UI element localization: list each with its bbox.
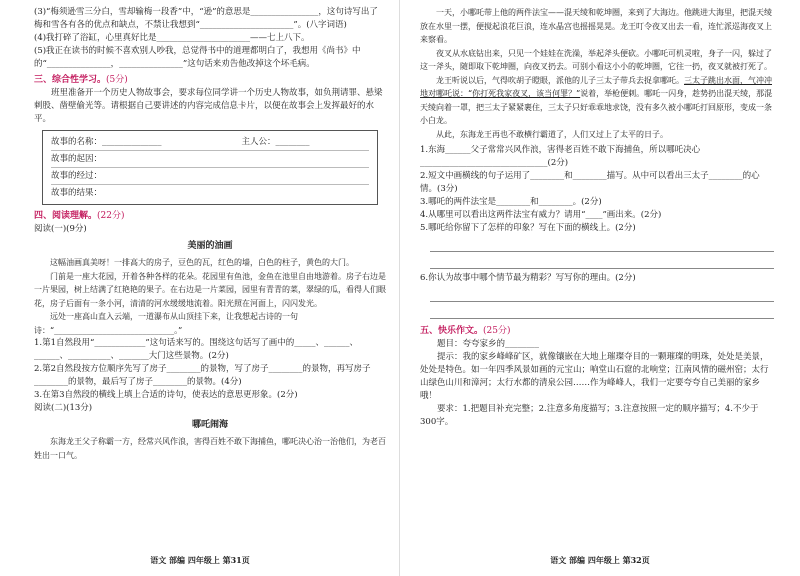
- reading-1-question-2: 2.第2自然段按方位顺序先写了房子________的景物，写了房子________的景物，再写房子________的景物，最后写了房子________的景物。(4分): [34, 364, 371, 387]
- answer-line-5b[interactable]: [430, 254, 774, 269]
- section-3-title: 三、综合性学习。: [34, 75, 107, 85]
- composition-requirements: 要求：1.把题目补充完整；2.注意多角度描写；3.注意按照一定的顺序描写；4.不少于300字。: [420, 404, 759, 427]
- reading-2-question-6: 6.你认为故事中哪个情节最为精彩？写写你的理由。(2分): [420, 273, 636, 283]
- section-4-score: (22分): [97, 211, 125, 221]
- reading-2-question-1: 1.东海______父子常常兴风作浪，害得老百姓不敢下海捕鱼，所以哪吒决心______________________________(2分): [420, 145, 701, 168]
- reading-2-question-4: 4.从哪里可以看出这两件法宝有威力？请用“____”画出来。(2分): [420, 210, 662, 220]
- reading-1-paragraph-1: 这幅油画真美呀！一排高大的房子，豆色的瓦，红色的墙，白色的柱子，黄色的大门。: [50, 258, 354, 267]
- section-3-heading: [34, 73, 386, 87]
- section-5-heading: [420, 324, 774, 338]
- reading-2-paragraph-3: 夜叉从水底钻出来，只见一个娃娃在洗澡，举起斧头便砍。小哪吒可机灵啦，身子一闪，躲过了这一斧头，随即取下乾坤圈，向夜叉扔去。可别小看这小小的乾坤圈，它往一扔，夜叉就被打死了。: [420, 48, 772, 71]
- reading-1-paragraph-2: 门前是一座大花园，开着各种各样的花朵。花园里有鱼池，金鱼在池里自由地游着。房子右边是一片果园，树上结满了红艳艳的果子。在右边是一片菜园，园里有青青的菜，翠绿的瓜，看得人们眼花，房子后面有一条小河，清清的河水缓缓地流着。阳光照在河面上，闪闪发光。: [34, 271, 386, 308]
- reading-1-paragraph-3: 远处一座高山直入云端，一道瀑布从山顶挂下来，让我想起古诗的一句诗：“______________________________。”: [34, 312, 298, 335]
- section-4-heading: [34, 209, 386, 223]
- section-5-title: 五、快乐作文。: [420, 326, 484, 336]
- answer-line-5a[interactable]: [430, 237, 774, 252]
- reading-2-title: 哪吒闹海: [191, 420, 228, 430]
- question-3-3: (3)“梅须逊雪三分白，雪却输梅一段香”中，“逊”的意思是________________，这句诗写出了梅和雪各有各的优点和缺点，不禁让我想到“______________________”。(八字词语): [34, 7, 378, 30]
- paragraph-4-start: 龙王听说以后，气得吹胡子瞪眼，派他的儿子三太子带兵去捉拿哪吒。: [436, 75, 684, 85]
- reading-2-paragraph-4: [420, 74, 774, 128]
- card-row-process[interactable]: 故事的经过：: [51, 168, 369, 185]
- card-row-origin[interactable]: 故事的起因：: [51, 151, 369, 168]
- paragraph-4-end: 说着，举枪便刺。哪吒一闪身，趁势扔出混天绫，那混天绫向着一罩，把三太子紧紧裹住，三太子只好乖乖地求饶，没有多久被小哪吒打回原形，变成一条小白龙。: [420, 89, 773, 125]
- section-3-score: (5分): [106, 75, 128, 85]
- composition-topic: 题目：夸夸家乡的________: [437, 339, 540, 349]
- card-name-field[interactable]: 故事的名称：______________: [51, 137, 162, 147]
- page-32-footer: 语文 部编 四年级上 第32页: [550, 555, 650, 565]
- answer-line-6a[interactable]: [430, 287, 774, 302]
- reading-1-question-3: 3.在第3自然段的横线上填上合适的诗句，使表达的意思更形象。(2分): [34, 390, 298, 400]
- reading-2-question-5: 5.哪吒给你留下了怎样的印象？写在下面的横线上。(2分): [420, 223, 636, 233]
- reading-2-question-3: 3.哪吒的两件法宝是________和________。(2分): [420, 197, 602, 207]
- page-31-footer: 语文 部编 四年级上 第31页: [150, 555, 250, 565]
- reading-2-label: 阅读(二)(13分): [34, 403, 93, 413]
- reading-2-question-2: 2.短文中画横线的句子运用了________和________描写。从中可以看出三太子________的心情。(3分): [420, 171, 760, 194]
- reading-2-paragraph-2: 一天，小哪吒带上他的两件法宝——混天绫和乾坤圈，来到了大海边。他跳进大海里，把混天绫放在水里一摆，便搅起浪花巨浪，连水晶宫也摇摇晃晃。龙王叮令夜叉出去一看，连忙派巡海夜叉上来察看。: [420, 8, 772, 44]
- section-5-score: (25分): [483, 326, 511, 336]
- section-3-instructions: 班里准备开一个历史人物故事会，要求每位同学讲一个历史人物故事，如负荆请罪、悬梁刺股、凿壁偷光等。请根据自己要讲述的内容完成信息卡片，以便在故事会上发挥最好的水平。: [34, 88, 383, 124]
- answer-line-6b[interactable]: [430, 304, 774, 319]
- reading-2-paragraph-1: 东海龙王父子称霸一方，经常兴风作浪，害得百姓不敢下海捕鱼，哪吒决心治一治他们，为老百姓出一口气。: [34, 437, 386, 460]
- question-3-4: (4)我打碎了浴缸，心里真好比是______________________——七上八下。: [34, 33, 310, 43]
- question-3-5: (5)我正在读书的时候不喜欢别人吵我，总觉得书中的道理都明白了，我想用《尚书》中的“_______________，_______________”这句话来劝告他改掉这个坏毛病。: [34, 46, 361, 69]
- card-row-result[interactable]: 故事的结果：: [51, 188, 103, 198]
- reading-1-label: 阅读(一)(9分): [34, 224, 87, 234]
- card-hero-field[interactable]: 主人公：________: [241, 137, 310, 147]
- reading-1-question-1: 1.第1自然段用“____________”这句话来写的。围绕这句话写了画中的_____、______、______、__________、_______大门这些景物。(2分): [34, 338, 358, 361]
- info-card: [42, 130, 378, 205]
- card-row-name: [51, 134, 369, 151]
- section-4-title: 四、阅读理解。: [34, 211, 98, 221]
- underlined-sentence: 三太子跳出水面，气冲冲地对哪吒说：“你打死我家夜叉，该当何罪？”: [420, 75, 772, 98]
- composition-hint: 提示：我的家乡峰峰矿区，就像镶嵌在大地上璀璨夺目的一颗璀璨的明珠，处处是美景，处处是特色。如一年四季风景如画的元宝山；响堂山石窟的北响堂；江南风情的磁州窑；太行山绿色山川和漳河；太行水都的清泉公园……作为峰峰人，我们一定要夸夸自己美丽的家乡哦！: [420, 352, 769, 401]
- reading-2-paragraph-5: 从此，东海龙王再也不敢横行霸道了，人们又过上了太平的日子。: [436, 129, 668, 139]
- page-32: [400, 0, 800, 576]
- reading-1-title: 美丽的油画: [187, 241, 233, 251]
